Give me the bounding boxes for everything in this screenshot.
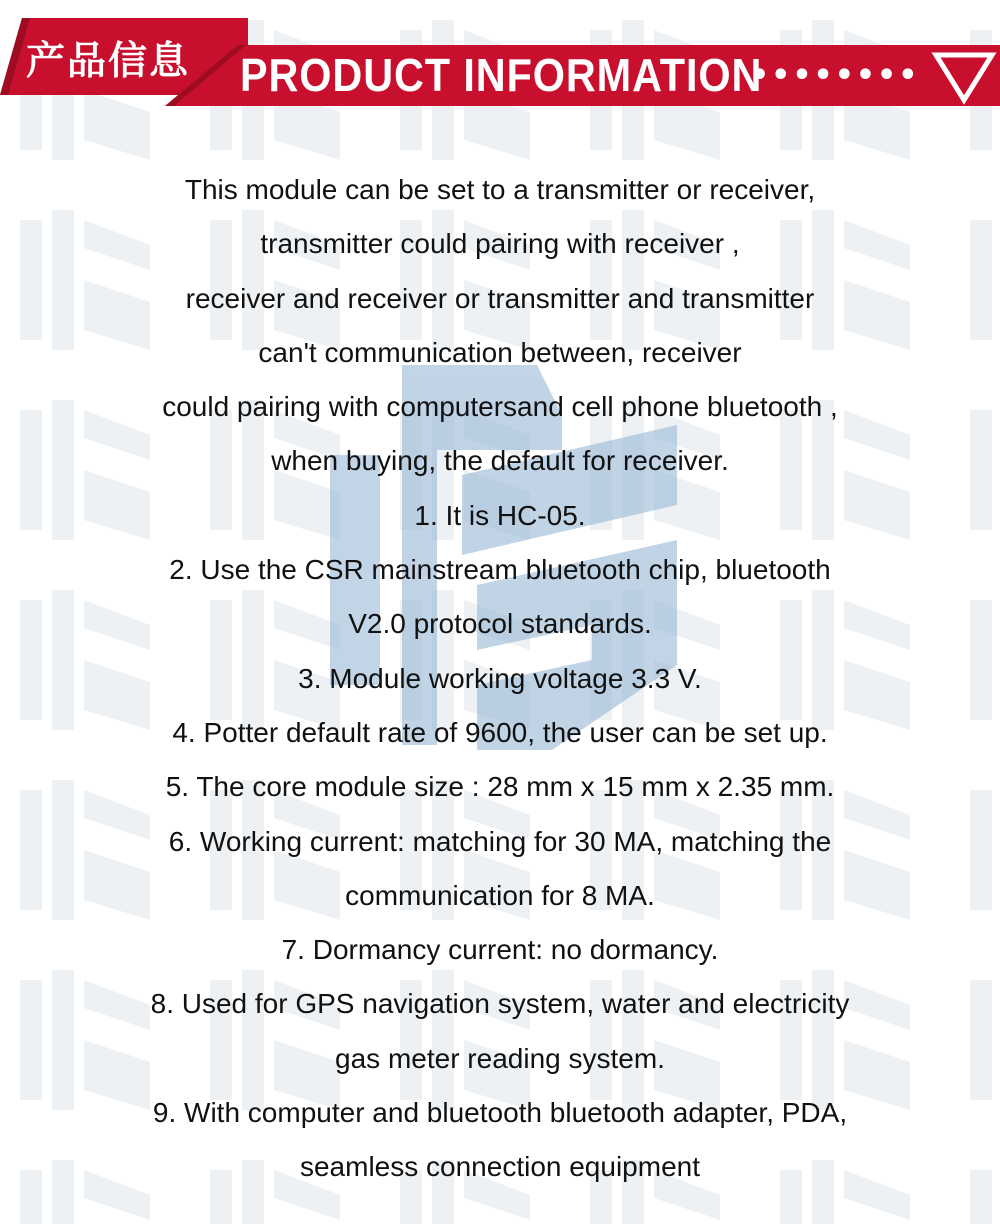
spec-item-8: 8. Used for GPS navigation system, water and electricity bbox=[150, 988, 850, 1020]
spec-item-7: 7. Dormancy current: no dormancy. bbox=[281, 934, 719, 966]
description-line: This module can be set to a transmitter or receiver, bbox=[184, 174, 816, 205]
description-line: when buying, the default for receiver. bbox=[271, 445, 729, 477]
description-line: could pairing with computersand cell phone bluetooth , bbox=[162, 391, 838, 423]
spec-item-4: 4. Potter default rate of 9600, the user can be set up. bbox=[172, 716, 828, 748]
product-information-header bbox=[0, 0, 1000, 120]
spec-item-6-continued: communication for 8 MA. bbox=[345, 879, 655, 911]
spec-item-2-continued: V2.0 protocol standards. bbox=[348, 608, 652, 640]
spec-item-6: 6. Working current: matching for 30 MA, matching the bbox=[168, 825, 832, 857]
description-line: receiver and receiver or transmitter and transmitter bbox=[185, 282, 815, 314]
spec-item-3: 3. Module working voltage 3.3 V. bbox=[298, 662, 702, 694]
spec-item-2: 2. Use the CSR mainstream bluetooth chip, bluetooth bbox=[169, 554, 831, 586]
spec-item-9-continued: seamless connection equipment bbox=[299, 1151, 700, 1183]
description-line: transmitter could pairing with receiver , bbox=[260, 228, 740, 260]
spec-item-8-continued: gas meter reading system. bbox=[335, 1042, 665, 1074]
header-title-english: PRODUCT INFORMATION bbox=[240, 49, 763, 101]
spec-item-5: 5. The core module size : 28 mm x 15 mm x 2.35 mm. bbox=[165, 771, 835, 803]
header-dots-decoration: •••••••• bbox=[750, 58, 920, 93]
spec-item-1: 1. It is HC-05. bbox=[414, 499, 586, 531]
product-description bbox=[0, 163, 1000, 1195]
description-line: can't communication between, receiver bbox=[258, 336, 742, 368]
header-title-chinese: 产品信息 bbox=[26, 39, 191, 84]
spec-item-9: 9. With computer and bluetooth bluetooth adapter, PDA, bbox=[152, 1097, 848, 1129]
